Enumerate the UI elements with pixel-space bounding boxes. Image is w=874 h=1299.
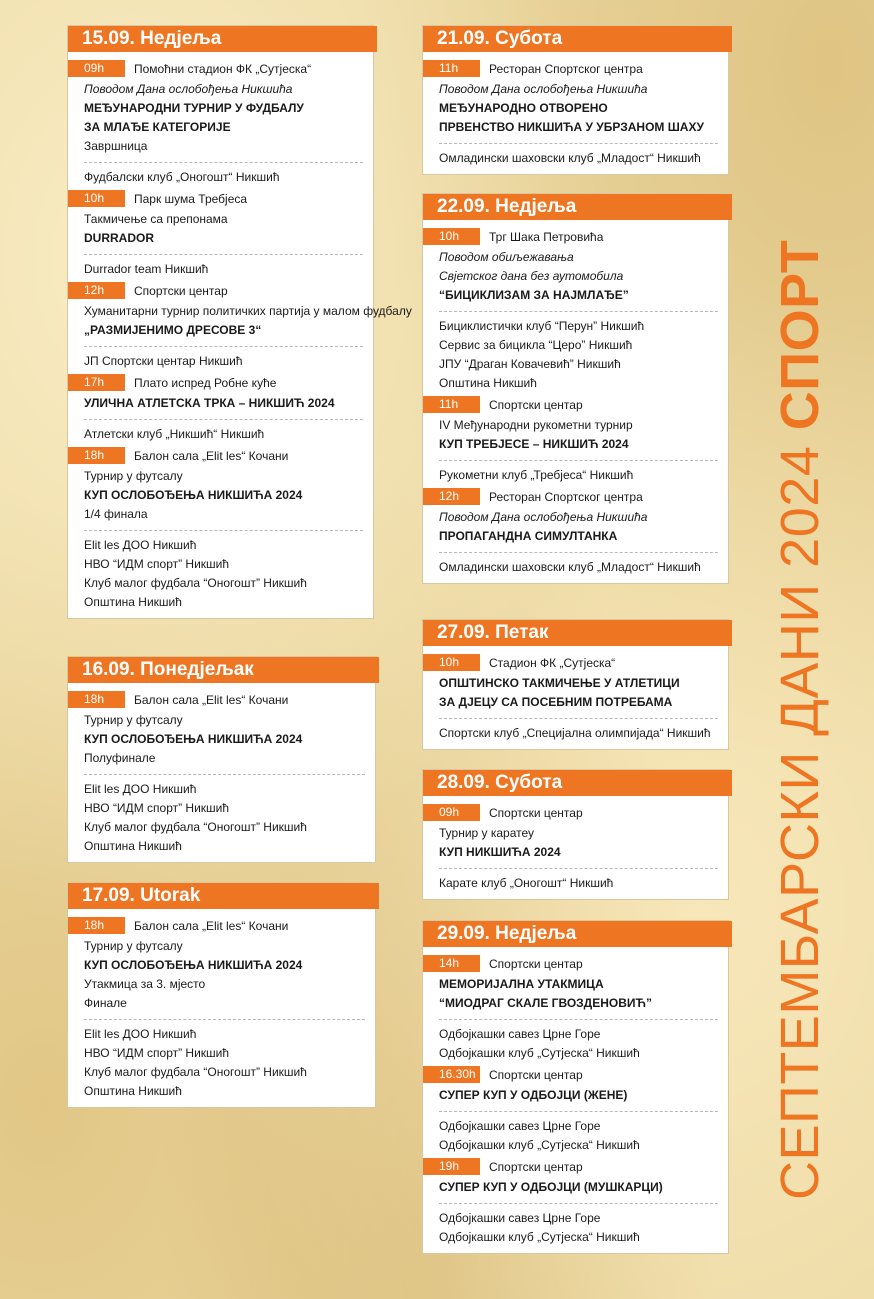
event-description-line: ПРВЕНСТВО НИКШИЋА У УБРЗАНОМ ШАХУ: [439, 120, 704, 134]
organizer-line: НВО “ИДМ спорт” Никшић: [84, 557, 230, 571]
event-item: [68, 917, 365, 1101]
event-description: [68, 302, 412, 340]
event-item: [423, 804, 718, 893]
event-description: [423, 824, 718, 862]
event-divider: [439, 460, 718, 461]
event-head: [68, 374, 363, 391]
event-description-line: ПРОПАГАНДНА СИМУЛТАНКА: [439, 529, 618, 543]
organizer-line: Омладински шаховски клуб „Младост“ Никшић: [439, 560, 701, 574]
event-description-line: МЕЂУНАРОДНО ОТВОРЕНО: [439, 101, 608, 115]
event-description-line: МЕМОРИЈАЛНА УТАКМИЦА: [439, 977, 604, 991]
event-head: [68, 282, 363, 299]
event-venue: Стадион ФК „Сутјеска“: [489, 655, 616, 670]
organizer-line: ЈП Спортски центар Никшић: [84, 354, 243, 368]
event-divider: [84, 254, 363, 255]
organizer-line: Рукометни клуб „Требјеса“ Никшић: [439, 468, 634, 482]
day-events: [423, 796, 728, 899]
day-events: [423, 947, 728, 1253]
event-venue: Помоћни стадион ФК „Сутјеска“: [134, 61, 312, 76]
event-description: [68, 937, 365, 1013]
event-description-line: КУП НИКШИЋА 2024: [439, 845, 561, 859]
event-description: [423, 975, 718, 1013]
organizer-line: ЈПУ “Драган Ковачевић” Никшић: [439, 357, 621, 371]
event-item: [423, 488, 718, 577]
organizer-line: Одбојкашки савез Црне Горе: [439, 1211, 601, 1225]
event-divider: [439, 311, 718, 312]
day-date-header: 27.09. Петак: [423, 620, 732, 646]
event-description-line: СУПЕР КУП У ОДБОЈЦИ (МУШКАРЦИ): [439, 1180, 663, 1194]
event-time-badge: 17h: [68, 374, 125, 391]
event-organizers: [68, 352, 363, 371]
event-head: [423, 60, 718, 77]
event-description-line: Турнир у каратеу: [439, 826, 535, 840]
event-description-line: ЗА ДЈЕЦУ СА ПОСЕБНИМ ПОТРЕБАМА: [439, 695, 673, 709]
event-time-badge: 10h: [423, 654, 480, 671]
event-divider: [439, 1203, 718, 1204]
event-item: [423, 1066, 718, 1155]
event-divider: [439, 718, 718, 719]
event-description-line: Финале: [84, 996, 127, 1010]
event-head: [423, 1066, 718, 1083]
event-time-badge: 11h: [423, 396, 480, 413]
organizer-line: Општина Никшић: [84, 839, 182, 853]
event-description-line: Турнир у футсалу: [84, 469, 183, 483]
event-description-line: „РАЗМИЈЕНИМО ДРЕСОВЕ 3“: [84, 323, 262, 337]
side-title-main: СЕПТЕМБАРСКИ ДАНИ 2024: [770, 445, 830, 1200]
event-organizers: [423, 149, 718, 168]
event-description-line: Поводом Дана ослобођења Никшића: [439, 82, 648, 96]
event-organizers: [423, 1209, 718, 1247]
day-events: [423, 646, 728, 749]
organizer-line: Сервис за бицикла “Церо” Никшић: [439, 338, 633, 352]
event-description-line: IV Међународни рукометни турнир: [439, 418, 633, 432]
day-card-15-09: [67, 25, 412, 619]
day-date-header: 29.09. Недјеља: [423, 921, 732, 947]
event-venue: Спортски центар: [489, 805, 583, 820]
day-card-21-09: [422, 25, 729, 175]
event-organizers: [68, 260, 363, 279]
day-card-22-09: [422, 193, 729, 584]
event-description-line: Утакмица за 3. мјесто: [84, 977, 206, 991]
day-card-16-09: [67, 656, 376, 863]
event-divider: [84, 530, 363, 531]
event-description-line: Хуманитарни турнир политичких партија у малом фудбалу: [84, 304, 412, 318]
day-events: [68, 52, 412, 618]
event-head: [423, 488, 718, 505]
event-item: [423, 60, 718, 168]
event-head: [68, 190, 363, 207]
event-time-badge: 10h: [423, 228, 480, 245]
day-events: [68, 909, 375, 1107]
event-description: [423, 1086, 718, 1105]
event-description-line: ЗА МЛАЂЕ КАТЕГОРИЈЕ: [84, 120, 231, 134]
event-organizers: [68, 425, 363, 444]
event-time-badge: 10h: [68, 190, 125, 207]
event-venue: Балон сала „Elit les“ Кочани: [134, 448, 289, 463]
event-divider: [439, 143, 718, 144]
event-venue: Парк шума Требјеса: [134, 191, 248, 206]
event-description-line: Такмичење са препонама: [84, 212, 228, 226]
event-item: [68, 691, 365, 856]
day-date-header: 15.09. Недјеља: [68, 26, 377, 52]
event-time-badge: 09h: [68, 60, 125, 77]
event-description: [68, 80, 363, 156]
event-venue: Спортски центар: [489, 1159, 583, 1174]
event-organizers: [423, 724, 718, 743]
event-item: [423, 1158, 718, 1247]
event-description: [68, 711, 365, 768]
organizer-line: Карате клуб „Оногошт“ Никшић: [439, 876, 614, 890]
event-organizers: [423, 1025, 718, 1063]
event-venue: Трг Шака Петровића: [489, 229, 604, 244]
organizer-line: Одбојкашки савез Црне Горе: [439, 1027, 601, 1041]
day-date-header: 22.09. Недјеља: [423, 194, 732, 220]
event-organizers: [68, 780, 365, 856]
event-description: [423, 508, 718, 546]
organizer-line: Durrador team Никшић: [84, 262, 209, 276]
event-item: [68, 447, 363, 612]
day-date-header: 16.09. Понедјељак: [68, 657, 379, 683]
event-divider: [439, 868, 718, 869]
organizer-line: Клуб малог фудбала “Оногошт” Никшић: [84, 820, 307, 834]
event-description-line: 1/4 финала: [84, 507, 148, 521]
event-time-badge: 16.30h: [423, 1066, 480, 1083]
organizer-line: Одбојкашки клуб „Сутјеска“ Никшић: [439, 1046, 640, 1060]
event-time-badge: 14h: [423, 955, 480, 972]
event-description-line: DURRADOR: [84, 231, 154, 245]
organizer-line: Elit les ДОО Никшић: [84, 782, 197, 796]
organizer-line: Клуб малог фудбала “Оногошт” Никшић: [84, 576, 307, 590]
event-divider: [84, 419, 363, 420]
event-organizers: [68, 536, 363, 612]
organizer-line: Одбојкашки савез Црне Горе: [439, 1119, 601, 1133]
day-card-28-09: [422, 769, 729, 900]
event-venue: Ресторан Спортског центра: [489, 61, 643, 76]
day-card-17-09: [67, 882, 376, 1108]
event-description-line: Завршница: [84, 139, 148, 153]
event-head: [423, 228, 718, 245]
event-description-line: “БИЦИКЛИЗАМ ЗА НАЈМЛАЂЕ”: [439, 288, 629, 302]
event-organizers: [423, 1117, 718, 1155]
event-time-badge: 09h: [423, 804, 480, 821]
event-description: [423, 1178, 718, 1197]
event-divider: [439, 1111, 718, 1112]
event-time-badge: 18h: [68, 447, 125, 464]
event-description-line: Полуфинале: [84, 751, 156, 765]
event-organizers: [68, 168, 363, 187]
event-description-line: МЕЂУНАРОДНИ ТУРНИР У ФУДБАЛУ: [84, 101, 304, 115]
event-head: [68, 691, 365, 708]
side-title: [770, 100, 830, 1200]
event-description-line: КУП ОСЛОБОЂЕЊА НИКШИЋА 2024: [84, 732, 303, 746]
event-divider: [439, 1019, 718, 1020]
event-time-badge: 12h: [68, 282, 125, 299]
day-events: [423, 52, 728, 174]
day-date-header: 21.09. Субота: [423, 26, 732, 52]
event-organizers: [423, 317, 718, 393]
event-venue: Спортски центар: [134, 283, 228, 298]
organizer-line: Општина Никшић: [84, 595, 182, 609]
event-item: [68, 374, 363, 444]
event-venue: Балон сала „Elit les“ Кочани: [134, 692, 289, 707]
event-description-line: КУП ОСЛОБОЂЕЊА НИКШИЋА 2024: [84, 958, 303, 972]
event-organizers: [423, 466, 718, 485]
organizer-line: Општина Никшић: [84, 1084, 182, 1098]
event-item: [423, 396, 718, 485]
event-organizers: [423, 874, 718, 893]
event-description: [423, 674, 718, 712]
event-item: [68, 282, 412, 371]
organizer-line: Спортски клуб „Специјална олимпијада“ Никшић: [439, 726, 711, 740]
event-head: [423, 804, 718, 821]
event-venue: Ресторан Спортског центра: [489, 489, 643, 504]
event-time-badge: 12h: [423, 488, 480, 505]
event-organizers: [423, 558, 718, 577]
event-description-line: КУП ОСЛОБОЂЕЊА НИКШИЋА 2024: [84, 488, 303, 502]
event-description-line: “МИОДРАГ СКАЛЕ ГВОЗДЕНОВИЋ”: [439, 996, 653, 1010]
day-card-29-09: [422, 920, 729, 1254]
event-head: [68, 60, 363, 77]
organizer-line: Омладински шаховски клуб „Младост“ Никшић: [439, 151, 701, 165]
event-divider: [439, 552, 718, 553]
event-time-badge: 18h: [68, 917, 125, 934]
event-description-line: Свјетског дана без аутомобила: [439, 269, 624, 283]
event-description: [423, 416, 718, 454]
event-head: [423, 1158, 718, 1175]
organizer-line: Атлетски клуб „Никшић“ Никшић: [84, 427, 265, 441]
event-head: [68, 917, 365, 934]
event-divider: [84, 346, 363, 347]
event-venue: Спортски центар: [489, 1067, 583, 1082]
event-time-badge: 18h: [68, 691, 125, 708]
day-date-header: 28.09. Субота: [423, 770, 732, 796]
event-venue: Балон сала „Elit les“ Кочани: [134, 918, 289, 933]
event-description-line: ОПШТИНСКО ТАКМИЧЕЊЕ У АТЛЕТИЦИ: [439, 676, 680, 690]
event-organizers: [68, 1025, 365, 1101]
event-venue: Спортски центар: [489, 397, 583, 412]
event-description-line: КУП ТРЕБЈЕСЕ – НИКШИЋ 2024: [439, 437, 629, 451]
organizer-line: НВО “ИДМ спорт” Никшић: [84, 1046, 230, 1060]
event-item: [423, 654, 718, 743]
event-venue: Плато испред Робне куће: [134, 375, 277, 390]
side-title-sport: СПОРТ: [770, 239, 830, 431]
event-description-line: Поводом обиљежавања: [439, 250, 574, 264]
event-description-line: Турнир у футсалу: [84, 713, 183, 727]
event-head: [68, 447, 363, 464]
event-time-badge: 11h: [423, 60, 480, 77]
day-date-header: 17.09. Utorak: [68, 883, 379, 909]
event-divider: [84, 1019, 365, 1020]
event-head: [423, 396, 718, 413]
event-description-line: СУПЕР КУП У ОДБОЈЦИ (ЖЕНЕ): [439, 1088, 628, 1102]
day-events: [68, 683, 375, 862]
event-head: [423, 955, 718, 972]
event-description: [68, 394, 363, 413]
event-item: [68, 190, 363, 279]
organizer-line: Elit les ДОО Никшић: [84, 538, 197, 552]
event-item: [423, 228, 718, 393]
event-description: [68, 210, 363, 248]
event-head: [423, 654, 718, 671]
day-events: [423, 220, 728, 583]
organizer-line: НВО “ИДМ спорт” Никшић: [84, 801, 230, 815]
event-description-line: УЛИЧНА АТЛЕТСКА ТРКА – НИКШИЋ 2024: [84, 396, 335, 410]
day-card-27-09: [422, 619, 729, 750]
event-time-badge: 19h: [423, 1158, 480, 1175]
organizer-line: Бициклистички клуб “Перун” Никшић: [439, 319, 645, 333]
organizer-line: Elit les ДОО Никшић: [84, 1027, 197, 1041]
organizer-line: Одбојкашки клуб „Сутјеска“ Никшић: [439, 1230, 640, 1244]
event-venue: Спортски центар: [489, 956, 583, 971]
event-item: [68, 60, 363, 187]
event-item: [423, 955, 718, 1063]
event-description: [423, 80, 718, 137]
event-divider: [84, 774, 365, 775]
organizer-line: Општина Никшић: [439, 376, 537, 390]
organizer-line: Фудбалски клуб „Оногошт“ Никшић: [84, 170, 280, 184]
event-description: [423, 248, 718, 305]
organizer-line: Одбојкашки клуб „Сутјеска“ Никшић: [439, 1138, 640, 1152]
organizer-line: Клуб малог фудбала “Оногошт” Никшић: [84, 1065, 307, 1079]
event-description: [68, 467, 363, 524]
event-divider: [84, 162, 363, 163]
event-description-line: Турнир у футсалу: [84, 939, 183, 953]
event-description-line: Поводом Дана ослобођења Никшића: [439, 510, 648, 524]
event-description-line: Поводом Дана ослобођења Никшића: [84, 82, 293, 96]
